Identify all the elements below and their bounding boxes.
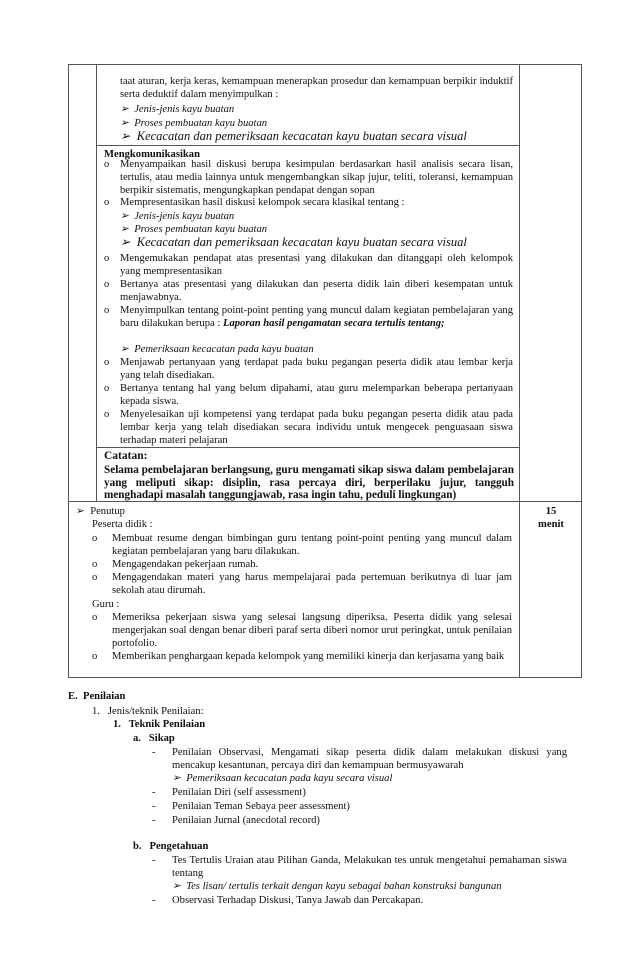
sikap-item-3: Penilaian Teman Sebaya peer assessment) — [172, 801, 350, 812]
komunikasi-sub-2: ➢ Proses pembuatan kayu buatan — [120, 224, 268, 235]
komunikasi-bullet-o: o — [104, 409, 110, 420]
sikap-dash: - — [152, 801, 156, 812]
peng-dash: - — [152, 855, 156, 866]
peserta-bullet-o: o — [92, 572, 98, 583]
komunikasi-bullet-o: o — [104, 279, 110, 290]
komunikasi-item-7: Bertanya tentang hal yang belum dipahami, atau guru melemparkan beberapa pertanyaan kepada siswa. — [120, 383, 513, 407]
penutup-title-text: Penutup — [90, 506, 125, 517]
sikap-dash: - — [152, 815, 156, 826]
peserta-bullet-o: o — [92, 559, 98, 570]
penilaian-sub1: 1. Jenis/teknik Penilaian: — [92, 706, 204, 717]
teknik-penilaian: 1. Teknik Penilaian — [113, 719, 206, 730]
komunikasi-item-6: Menjawab pertanyaan yang terdapat pada buku pegangan peserta didik atau lembar kerja yang telah disediakan. — [120, 357, 513, 381]
komunikasi-bullet-o: o — [104, 305, 110, 316]
komunikasi-sub-2-text: Proses pembuatan kayu buatan — [134, 224, 268, 235]
time-value: 15 — [545, 506, 557, 517]
top-bullet-3: ➢ Kecacatan dan pemeriksaan kecacatan kayu buatan secara visual — [120, 129, 467, 143]
komunikasi-sub-1: ➢ Jenis-jenis kayu buatan — [120, 211, 235, 222]
komunikasi-sub-3: ➢ Kecacatan dan pemeriksaan kecacatan kayu buatan secara visual — [120, 235, 467, 249]
komunikasi-sub-3-text: Kecacatan dan pemeriksaan kecacatan kayu buatan secara visual — [136, 235, 467, 249]
komunikasi-bullet-o: o — [104, 357, 110, 368]
peng-dash: - — [152, 895, 156, 906]
inner-divider-2 — [96, 447, 520, 448]
top-bullet-2: ➢ Proses pembuatan kayu buatan — [120, 118, 268, 129]
pengetahuan-heading: b. Pengetahuan — [133, 841, 209, 852]
time-unit: menit — [538, 519, 564, 530]
sikap-bullet: ➢ Pemeriksaan kecacatan pada kayu secara visual — [172, 773, 393, 784]
komunikasi-item-1: Menyampaikan hasil diskusi berupa kesimpulan berdasarkan hasil analisis secara lisan, tertulis, atau media lainnya untuk mengembangkan sikap jujur, teliti, toleransi, kemampuan berpikir sistematis, mengungkapkan pendapat dengan sopan — [120, 159, 513, 196]
sikap-heading: a. Sikap — [133, 733, 175, 744]
table-column-divider — [519, 64, 520, 678]
sikap-bullet-text: Pemeriksaan kecacatan pada kayu secara visual — [186, 773, 393, 784]
top-bullet-1-text: Jenis-jenis kayu buatan — [134, 104, 235, 115]
komunikasi-bullet-o: o — [104, 197, 110, 208]
guru-item-2: Memberikan penghargaan kepada kelompok yang memiliki kinerja dan kerjasama yang baik — [112, 651, 505, 662]
peng-bullet: ➢ Tes lisan/ tertulis terkait dengan kayu sebagai bahan konstruksi bangunan — [172, 881, 502, 892]
peserta-label: Peserta didik : — [92, 519, 153, 530]
komunikasi-item-4: Bertanya atas presentasi yang dilakukan dan peserta didik lain diberi kesempatan untuk menjawabnya. — [120, 279, 513, 303]
komunikasi-item-5-text: Menyimpulkan tentang point-point penting yang muncul dalam kegiatan pembelajaran yang baru dilakukan berupa : — [120, 305, 513, 329]
top-bullet-3-text: Kecacatan dan pemeriksaan kecacatan kayu buatan secara visual — [136, 129, 467, 143]
guru-item-1: Memeriksa pekerjaan siswa yang selesai langsung diperiksa. Peserta didik yang selesai mengerjakan soal dengan benar diberi paraf serta diberi nomor urut peringkat, untuk penilaian portofolio. — [112, 612, 512, 649]
komunikasi-bullet-o: o — [104, 383, 110, 394]
inner-cell-left — [96, 64, 97, 501]
peserta-bullet-o: o — [92, 533, 98, 544]
komunikasi-item-3: Mengemukakan pendapat atas presentasi yang dilakukan dan ditanggapi oleh kelompok yang mempresentasikan — [120, 253, 513, 277]
table-border-right — [581, 64, 582, 678]
peng-bullet-text: Tes lisan/ tertulis terkait dengan kayu sebagai bahan konstruksi bangunan — [186, 881, 502, 892]
sikap-item-2: Penilaian Diri (self assessment) — [172, 787, 306, 798]
komunikasi-heading: Mengkomunikasikan — [104, 149, 200, 160]
laporan-title: Laporan hasil pengamatan secara tertulis tentang; — [222, 318, 445, 329]
penutup-title: ➢ Penutup — [76, 506, 125, 517]
peserta-item-2: Mengagendakan pekerjaan rumah. — [112, 559, 259, 570]
top-bullet-2-text: Proses pembuatan kayu buatan — [134, 118, 268, 129]
guru-bullet-o: o — [92, 612, 98, 623]
peserta-item-1: Membuat resume dengan bimbingan guru tentang point-point penting yang muncul dalam kegiatan pembelajaran yang baru dilakukan. — [112, 533, 512, 557]
sikap-dash: - — [152, 787, 156, 798]
sikap-item-4: Penilaian Jurnal (anecdotal record) — [172, 815, 320, 826]
sikap-item-1: Penilaian Observasi, Mengamati sikap peserta didik dalam melakukan diskusi yang mencakup kesantunan, percaya diri dan kemampuan bermusyawarah — [172, 747, 567, 771]
komunikasi-item-5 — [120, 304, 513, 330]
komunikasi-bullet-o: o — [104, 253, 110, 264]
guru-bullet-o: o — [92, 651, 98, 662]
top-cell-intro: taat aturan, kerja keras, kemampuan menerapkan prosedur dan kemampuan berpikir induktif serta deduktif dalam menyimpulkan : — [120, 76, 513, 100]
peng-item-1: Tes Tertulis Uraian atau Pilihan Ganda, Melakukan tes untuk mengetahui pemahaman siswa tentang — [172, 855, 567, 879]
inner-divider-1 — [96, 145, 520, 146]
komunikasi-sub-4: ➢ Pemeriksaan kecacatan pada kayu buatan — [120, 344, 314, 355]
table-border-top — [68, 64, 582, 65]
table-border-bottom — [68, 677, 582, 678]
komunikasi-sub-4-text: Pemeriksaan kecacatan pada kayu buatan — [134, 344, 314, 355]
top-bullet-1: ➢ Jenis-jenis kayu buatan — [120, 104, 235, 115]
peng-item-2: Observasi Terhadap Diskusi, Tanya Jawab dan Percakapan. — [172, 895, 424, 906]
peserta-item-3: Mengagendakan materi yang harus mempelajarai pada pertemuan berikutnya di luar jam sekolah atau dirumah. — [112, 572, 512, 596]
komunikasi-item-2: Mempresentasikan hasil diskusi kelompok secara klasikal tentang : — [120, 197, 405, 208]
table-border-left — [68, 64, 69, 678]
komunikasi-item-8: Menyelesaikan uji kompetensi yang terdapat pada buku pegangan peserta didik atau pada lembar kerja yang telah disediakan secara individu untuk mengecek penguasaan siswa terhadap materi pelajaran — [120, 409, 513, 446]
komunikasi-sub-1-text: Jenis-jenis kayu buatan — [134, 211, 235, 222]
guru-label: Guru : — [92, 599, 120, 610]
komunikasi-bullet-o: o — [104, 159, 110, 170]
penilaian-heading: E. Penilaian — [68, 691, 126, 702]
catatan-text: Selama pembelajaran berlangsung, guru mengamati sikap siswa dalam pembelajaran yang meliputi sikap: disiplin, rasa percaya diri, berperilaku jujur, tangguh menghadapi masalah tanggungjawab, rasa ingin tahu, peduli lingkungan) — [104, 464, 514, 501]
catatan-heading: Catatan: — [104, 450, 148, 462]
sikap-dash: - — [152, 747, 156, 758]
